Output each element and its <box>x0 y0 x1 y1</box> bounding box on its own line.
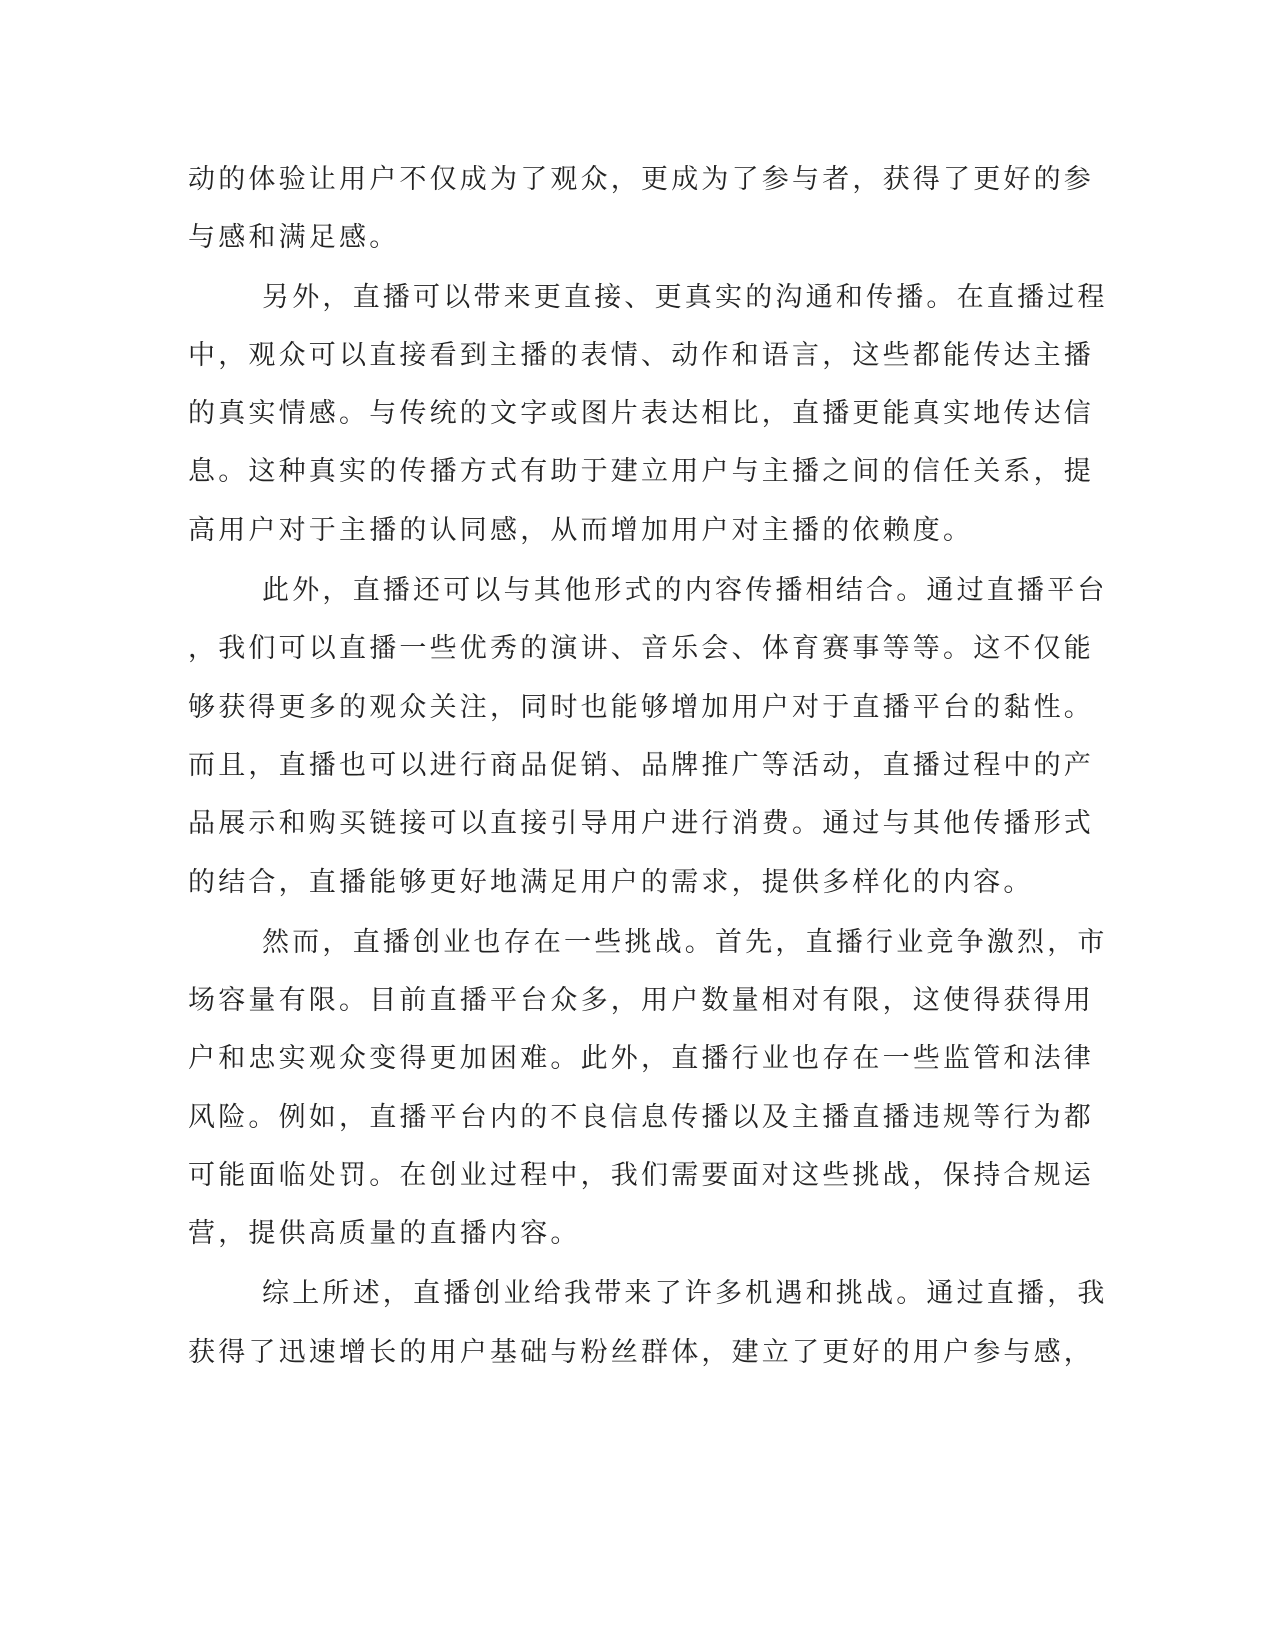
text-line: 场容量有限。目前直播平台众多，用户数量相对有限，这使得获得用 <box>188 985 1094 1016</box>
text-line: 品展示和购买链接可以直接引导用户进行消费。通过与其他传播形式 <box>188 808 1094 839</box>
paragraph-first-line: 综上所述，直播创业给我带来了许多机遇和挑战。通过直播，我 <box>262 1278 1108 1309</box>
text-line: 与感和满足感。 <box>188 222 400 253</box>
text-line: 风险。例如，直播平台内的不良信息传播以及主播直播违规等行为都 <box>188 1102 1094 1133</box>
text-line: 营，提供高质量的直播内容。 <box>188 1218 581 1249</box>
paragraph-first-line: 然而，直播创业也存在一些挑战。首先，直播行业竞争激烈，市 <box>262 927 1108 958</box>
text-line: 而且，直播也可以进行商品促销、品牌推广等活动，直播过程中的产 <box>188 750 1094 781</box>
text-line: 够获得更多的观众关注，同时也能够增加用户对于直播平台的黏性。 <box>188 692 1094 723</box>
text-line: 中，观众可以直接看到主播的表情、动作和语言，这些都能传达主播 <box>188 340 1094 371</box>
paragraph-first-line: 另外，直播可以带来更直接、更真实的沟通和传播。在直播过程 <box>262 282 1108 313</box>
text-line: 获得了迅速增长的用户基础与粉丝群体，建立了更好的用户参与感， <box>188 1337 1094 1368</box>
text-line: 动的体验让用户不仅成为了观众，更成为了参与者，获得了更好的参 <box>188 164 1094 195</box>
text-line: 的结合，直播能够更好地满足用户的需求，提供多样化的内容。 <box>188 867 1034 898</box>
text-line: 户和忠实观众变得更加困难。此外，直播行业也存在一些监管和法律 <box>188 1043 1094 1074</box>
text-line: ，我们可以直播一些优秀的演讲、音乐会、体育赛事等等。这不仅能 <box>188 633 1094 664</box>
paragraph-first-line: 此外，直播还可以与其他形式的内容传播相结合。通过直播平台 <box>262 575 1108 606</box>
text-line: 高用户对于主播的认同感，从而增加用户对主播的依赖度。 <box>188 515 974 546</box>
text-line: 的真实情感。与传统的文字或图片表达相比，直播更能真实地传达信 <box>188 398 1094 429</box>
text-line: 息。这种真实的传播方式有助于建立用户与主播之间的信任关系，提 <box>188 456 1094 487</box>
text-line: 可能面临处罚。在创业过程中，我们需要面对这些挑战，保持合规运 <box>188 1160 1094 1191</box>
